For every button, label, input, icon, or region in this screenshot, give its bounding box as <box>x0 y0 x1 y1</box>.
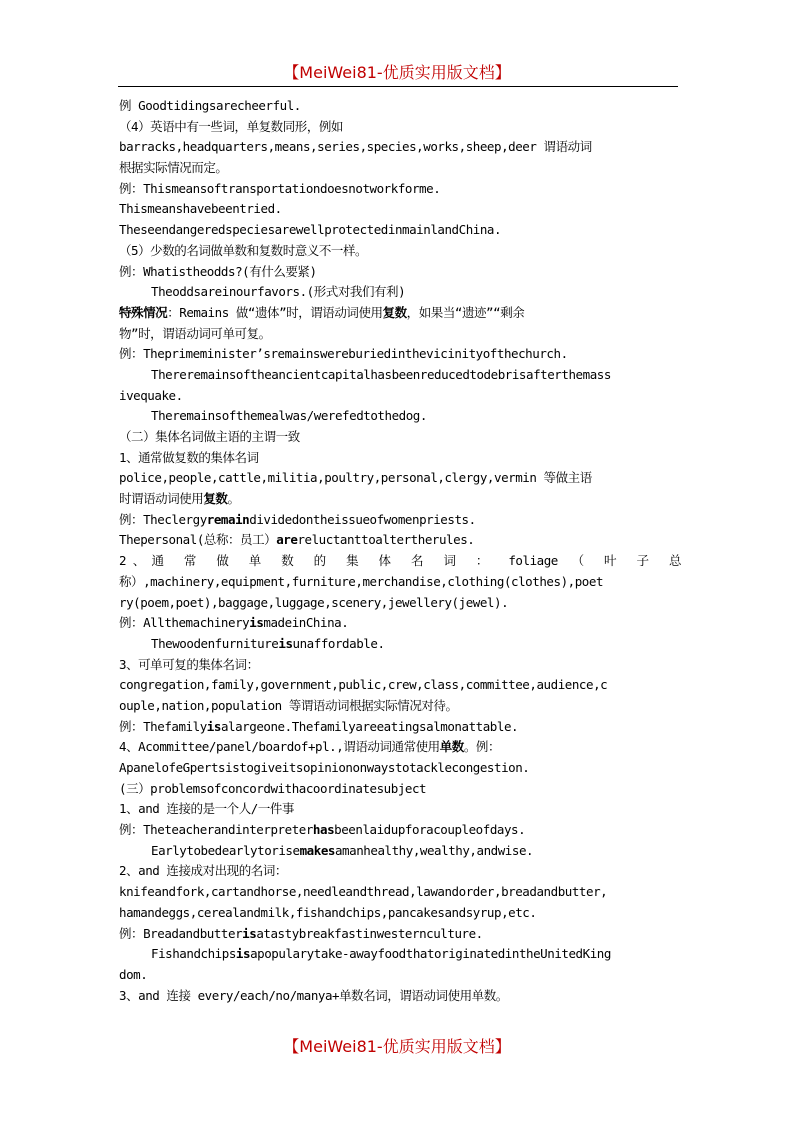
text-run: 例：Breadandbutter <box>119 925 243 941</box>
text-run: 3、and 连接 every/each/no/manya+单数名词，谓语动词使用单数。 <box>119 987 508 1003</box>
text-run: atastybreakfastinwesternculture. <box>256 925 483 941</box>
text-line <box>119 593 681 614</box>
text-run: 。例： <box>463 739 500 755</box>
text-run: 例：Thefamily <box>119 718 207 734</box>
text-line <box>119 96 681 117</box>
text-run: Theoddsareinourfavors.(形式对我们有利) <box>151 284 406 300</box>
text-run: Earlytobedearlytorise <box>151 842 300 858</box>
text-line <box>119 861 681 882</box>
text-line <box>119 199 681 220</box>
bold-text: are <box>276 532 298 548</box>
text-line <box>119 427 681 448</box>
text-line <box>119 820 681 841</box>
text-line <box>119 241 681 262</box>
text-run: madeinChina. <box>263 615 349 631</box>
text-line <box>119 386 681 407</box>
text-run: Thereremainsoftheancientcapitalhasbeenreducedtodebrisafterthemass <box>151 366 611 382</box>
page-footer: 【MeiWei81-优质实用版文档】 <box>283 1037 511 1056</box>
text-line <box>119 779 681 800</box>
text-line <box>119 510 681 531</box>
text-run: Thewoodenfurniture <box>151 635 279 651</box>
text-run: 1、and 连接的是一个人/一件事 <box>119 801 295 817</box>
document-body <box>119 96 681 1006</box>
text-run: congregation,family,government,public,crew,class,committee,audience,c <box>119 677 608 693</box>
text-run: 物”时，谓语动词可单可复。 <box>119 325 271 341</box>
text-run: dividedontheissueofwomenpriests. <box>249 511 476 527</box>
bold-text: is <box>242 925 257 941</box>
text-line <box>119 903 681 924</box>
text-line <box>119 634 681 655</box>
text-line <box>119 655 681 676</box>
text-line <box>119 179 681 200</box>
text-line <box>119 468 681 489</box>
text-run: ：Remains 做“遗体”时，谓语动词使用 <box>167 304 383 320</box>
text-run: Thismeanshavebeentried. <box>119 201 282 217</box>
text-run: beenlaidupforacoupleofdays. <box>334 822 526 838</box>
bold-text: has <box>312 822 335 838</box>
text-run: （5）少数的名词做单数和复数时意义不一样。 <box>119 242 368 258</box>
text-run: 例：Theprimeminister’sremainswereburiedinthevicinityofthechurch. <box>119 346 568 362</box>
text-run: Fishandchips <box>151 946 236 962</box>
text-line <box>119 303 681 324</box>
bold-text: 特殊情况 <box>119 304 168 320</box>
text-run: 例：Theclergy <box>119 511 207 527</box>
text-run: 2、通 常 做 单 数 的 集 体 名 词 ： foliage （ 叶 子 总 <box>119 553 681 569</box>
text-line <box>119 944 681 965</box>
text-line <box>119 344 681 365</box>
text-line <box>119 530 681 551</box>
text-run: 例：Whatistheodds?(有什么要紧) <box>119 263 317 279</box>
bold-text: makes <box>299 842 335 858</box>
text-run: apopularytake-awayfoodthatoriginatedintheUnitedKing <box>250 946 611 962</box>
page-header: 【MeiWei81-优质实用版文档】 <box>283 63 511 82</box>
text-run: hamandeggs,cerealandmilk,fishandchips,pancakesandsyrup,etc. <box>119 904 537 920</box>
text-line <box>119 675 681 696</box>
text-run: 称）,machinery,equipment,furniture,merchandise,clothing(clothes),poet <box>119 573 604 589</box>
text-run: 例：Thismeansoftransportationdoesnotworkforme. <box>119 180 441 196</box>
text-run: TheseendangeredspeciesarewellprotectedinmainlandChina. <box>119 222 502 238</box>
text-run: reluctanttoaltertherules. <box>297 532 475 548</box>
text-line <box>119 117 681 138</box>
text-line <box>119 799 681 820</box>
text-run: 例：Allthemachinery <box>119 615 250 631</box>
text-run: ，如果当“遗迹”“剩余 <box>406 304 525 320</box>
text-run: barracks,headquarters,means,series,species,works,sheep,deer 谓语动词 <box>119 139 592 155</box>
text-run: 1、通常做复数的集体名词 <box>119 449 259 465</box>
text-line <box>119 220 681 241</box>
bold-text: 单数 <box>439 739 464 755</box>
text-run: dom. <box>119 966 148 982</box>
text-line <box>119 841 681 862</box>
text-run: 时谓语动词使用 <box>119 491 204 507</box>
text-line <box>119 613 681 634</box>
text-run: alargeone.Thefamilyareeatingsalmonattable. <box>220 718 519 734</box>
text-run: knifeandfork,cartandhorse,needleandthread,lawandorder,breadandbutter, <box>119 884 608 900</box>
bold-text: 复数 <box>382 304 407 320</box>
text-run: (三）problemsofconcordwithacoordinatesubject <box>119 780 427 796</box>
bold-text: is <box>278 635 293 651</box>
text-line <box>119 137 681 158</box>
bold-text: remain <box>206 511 250 527</box>
text-run: 。 <box>227 491 240 507</box>
text-run: police,people,cattle,militia,poultry,personal,clergy,vermin 等做主语 <box>119 470 592 486</box>
text-run: 3、可单可复的集体名词： <box>119 656 259 672</box>
text-run: amanhealthy,wealthy,andwise. <box>334 842 534 858</box>
text-line <box>119 696 681 717</box>
text-run: 4、Acommittee/panel/boardof+pl.,谓语动词通常使用 <box>119 739 440 755</box>
text-run: ry(poem,poet),baggage,luggage,scenery,jewellery(jewel). <box>119 594 509 610</box>
text-run: （4）英语中有一些词，单复数同形，例如 <box>119 118 343 134</box>
text-run: （二）集体名词做主语的主谓一致 <box>119 429 300 444</box>
text-line <box>119 758 681 779</box>
text-line <box>119 551 681 572</box>
text-run: 例 Goodtidingsarecheerful. <box>119 98 301 113</box>
bold-text: is <box>235 946 251 962</box>
text-line <box>119 924 681 945</box>
text-line <box>119 986 681 1007</box>
text-run: Theremainsofthemealwas/werefedtothedog. <box>151 408 427 424</box>
header-rule <box>118 86 678 87</box>
text-line <box>119 737 681 758</box>
text-run: unaffordable. <box>292 635 385 651</box>
text-line <box>119 717 681 738</box>
text-run: ouple,nation,population 等谓语动词根据实际情况对待。 <box>119 697 458 713</box>
text-run: Thepersonal(总称：员工） <box>119 532 277 548</box>
text-run: 2、and 连接成对出现的名词： <box>119 863 287 879</box>
text-line <box>119 882 681 903</box>
text-line <box>119 262 681 283</box>
text-run: ApanelofeGpertsistogiveitsopiniononwaystotacklecongestion. <box>119 760 530 775</box>
text-line <box>119 965 681 986</box>
text-run: 例：Theteacherandinterpreter <box>119 822 313 838</box>
text-run: 根据实际情况而定。 <box>119 160 228 176</box>
text-run: ivequake. <box>119 387 183 403</box>
text-line <box>119 572 681 593</box>
bold-text: is <box>206 718 221 734</box>
text-line <box>119 282 681 303</box>
text-line <box>119 365 681 386</box>
text-line <box>119 448 681 469</box>
bold-text: is <box>249 615 264 631</box>
text-line <box>119 158 681 179</box>
text-line <box>119 489 681 510</box>
bold-text: 复数 <box>203 491 228 507</box>
text-line <box>119 324 681 345</box>
text-line <box>119 406 681 427</box>
